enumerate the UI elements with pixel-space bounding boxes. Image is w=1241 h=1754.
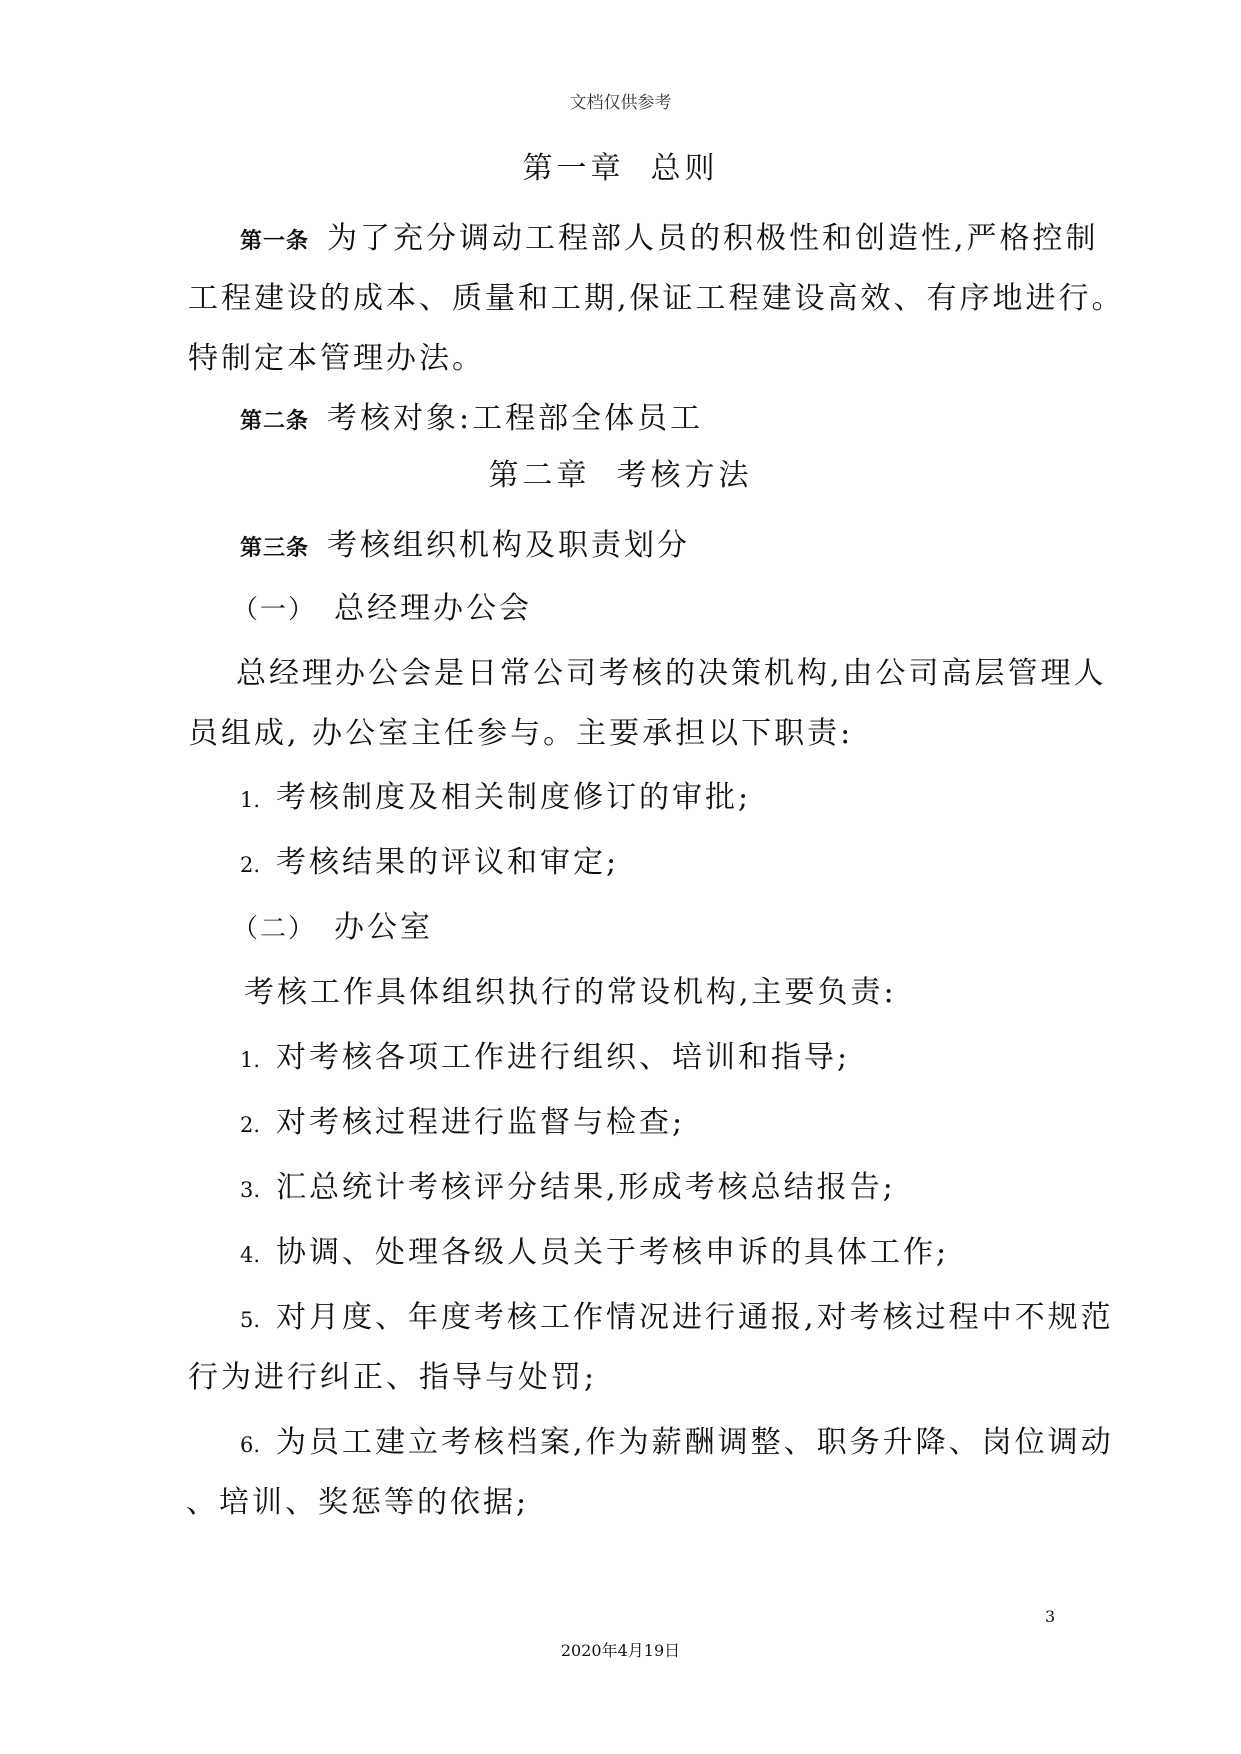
- list-item-text: 协调、处理各级人员关于考核申诉的具体工作;: [276, 1235, 950, 1270]
- list-item-number: 5.: [240, 1308, 261, 1332]
- section-1-desc-2: 员组成, 办公室主任参与。主要承担以下职责:: [188, 716, 854, 751]
- list-item-number: 2.: [240, 853, 261, 877]
- list-item: [240, 1162, 896, 1206]
- article-2-label: 第二条: [240, 408, 310, 434]
- page-number: 3: [1045, 1607, 1056, 1626]
- list-item: [240, 1227, 949, 1271]
- chapter-1-title: 总则: [650, 151, 719, 186]
- article-1-text-1: 为了充分调动工程部人员的积极性和创造性,严格控制: [327, 221, 1099, 256]
- list-item: [240, 1292, 1114, 1336]
- list-item-number: 1.: [240, 1048, 261, 1072]
- section-1-heading: [232, 583, 532, 627]
- article-3-label: 第三条: [240, 535, 310, 561]
- page-footer-date: 2020年4月19日: [560, 1641, 681, 1660]
- section-1-title: 总经理办公会: [334, 591, 533, 626]
- list-item-number: 6.: [240, 1433, 261, 1457]
- list-item-number: 2.: [240, 1113, 261, 1137]
- chapter-2-heading: [0, 450, 1241, 494]
- article-1-label: 第一条: [240, 228, 310, 254]
- list-item: [240, 837, 619, 881]
- section-2-title: 办公室: [334, 910, 434, 945]
- article-1-line-2: 工程建设的成本、质量和工期,保证工程建设高效、有序地进行。: [188, 281, 1125, 316]
- list-item: [240, 772, 751, 816]
- article-1-line-1: [240, 213, 1099, 257]
- list-item-text: 对月度、年度考核工作情况进行通报,对考核过程中不规范: [276, 1300, 1114, 1335]
- list-item-text: 考核制度及相关制度修订的审批;: [276, 780, 752, 815]
- list-item-text: 考核结果的评议和审定;: [276, 845, 620, 880]
- list-item-number: 4.: [240, 1243, 261, 1267]
- list-item-text: 汇总统计考核评分结果,形成考核总结报告;: [276, 1170, 896, 1205]
- list-item: [240, 1097, 685, 1141]
- section-2-heading: [232, 902, 433, 946]
- chapter-1-number: 第一章: [522, 151, 625, 186]
- list-item: [240, 1417, 1114, 1461]
- list-item-number: 3.: [240, 1178, 261, 1202]
- article-1-line-3: 特制定本管理办法。: [188, 341, 485, 376]
- section-2-desc: 考核工作具体组织执行的常设机构,主要负责:: [244, 975, 897, 1010]
- chapter-2-title: 考核方法: [616, 458, 753, 493]
- list-item-text: 对考核过程进行监督与检查;: [276, 1105, 686, 1140]
- article-2-line: [240, 393, 703, 437]
- chapter-2-number: 第二章: [488, 458, 591, 493]
- list-item-text: 为员工建立考核档案,作为薪酬调整、职务升降、岗位调动: [276, 1425, 1114, 1460]
- article-2-text: 考核对象:工程部全体员工: [327, 401, 704, 436]
- article-3-line: [240, 520, 690, 564]
- list-item-text: 对考核各项工作进行组织、培训和指导;: [276, 1040, 851, 1075]
- section-2-number: （二）: [232, 914, 317, 944]
- page-header: 文档仅供参考: [569, 93, 672, 113]
- list-item-continuation: 、培训、奖惩等的依据;: [186, 1485, 530, 1520]
- chapter-1-heading: [0, 143, 1241, 187]
- list-item: [240, 1032, 850, 1076]
- section-1-desc-1: 总经理办公会是日常公司考核的决策机构,由公司高层管理人: [236, 656, 1107, 691]
- list-item-number: 1.: [240, 788, 261, 812]
- list-item-continuation: 行为进行纠正、指导与处罚;: [188, 1360, 598, 1395]
- section-1-number: （一）: [232, 595, 317, 625]
- article-3-text: 考核组织机构及职责划分: [327, 528, 691, 563]
